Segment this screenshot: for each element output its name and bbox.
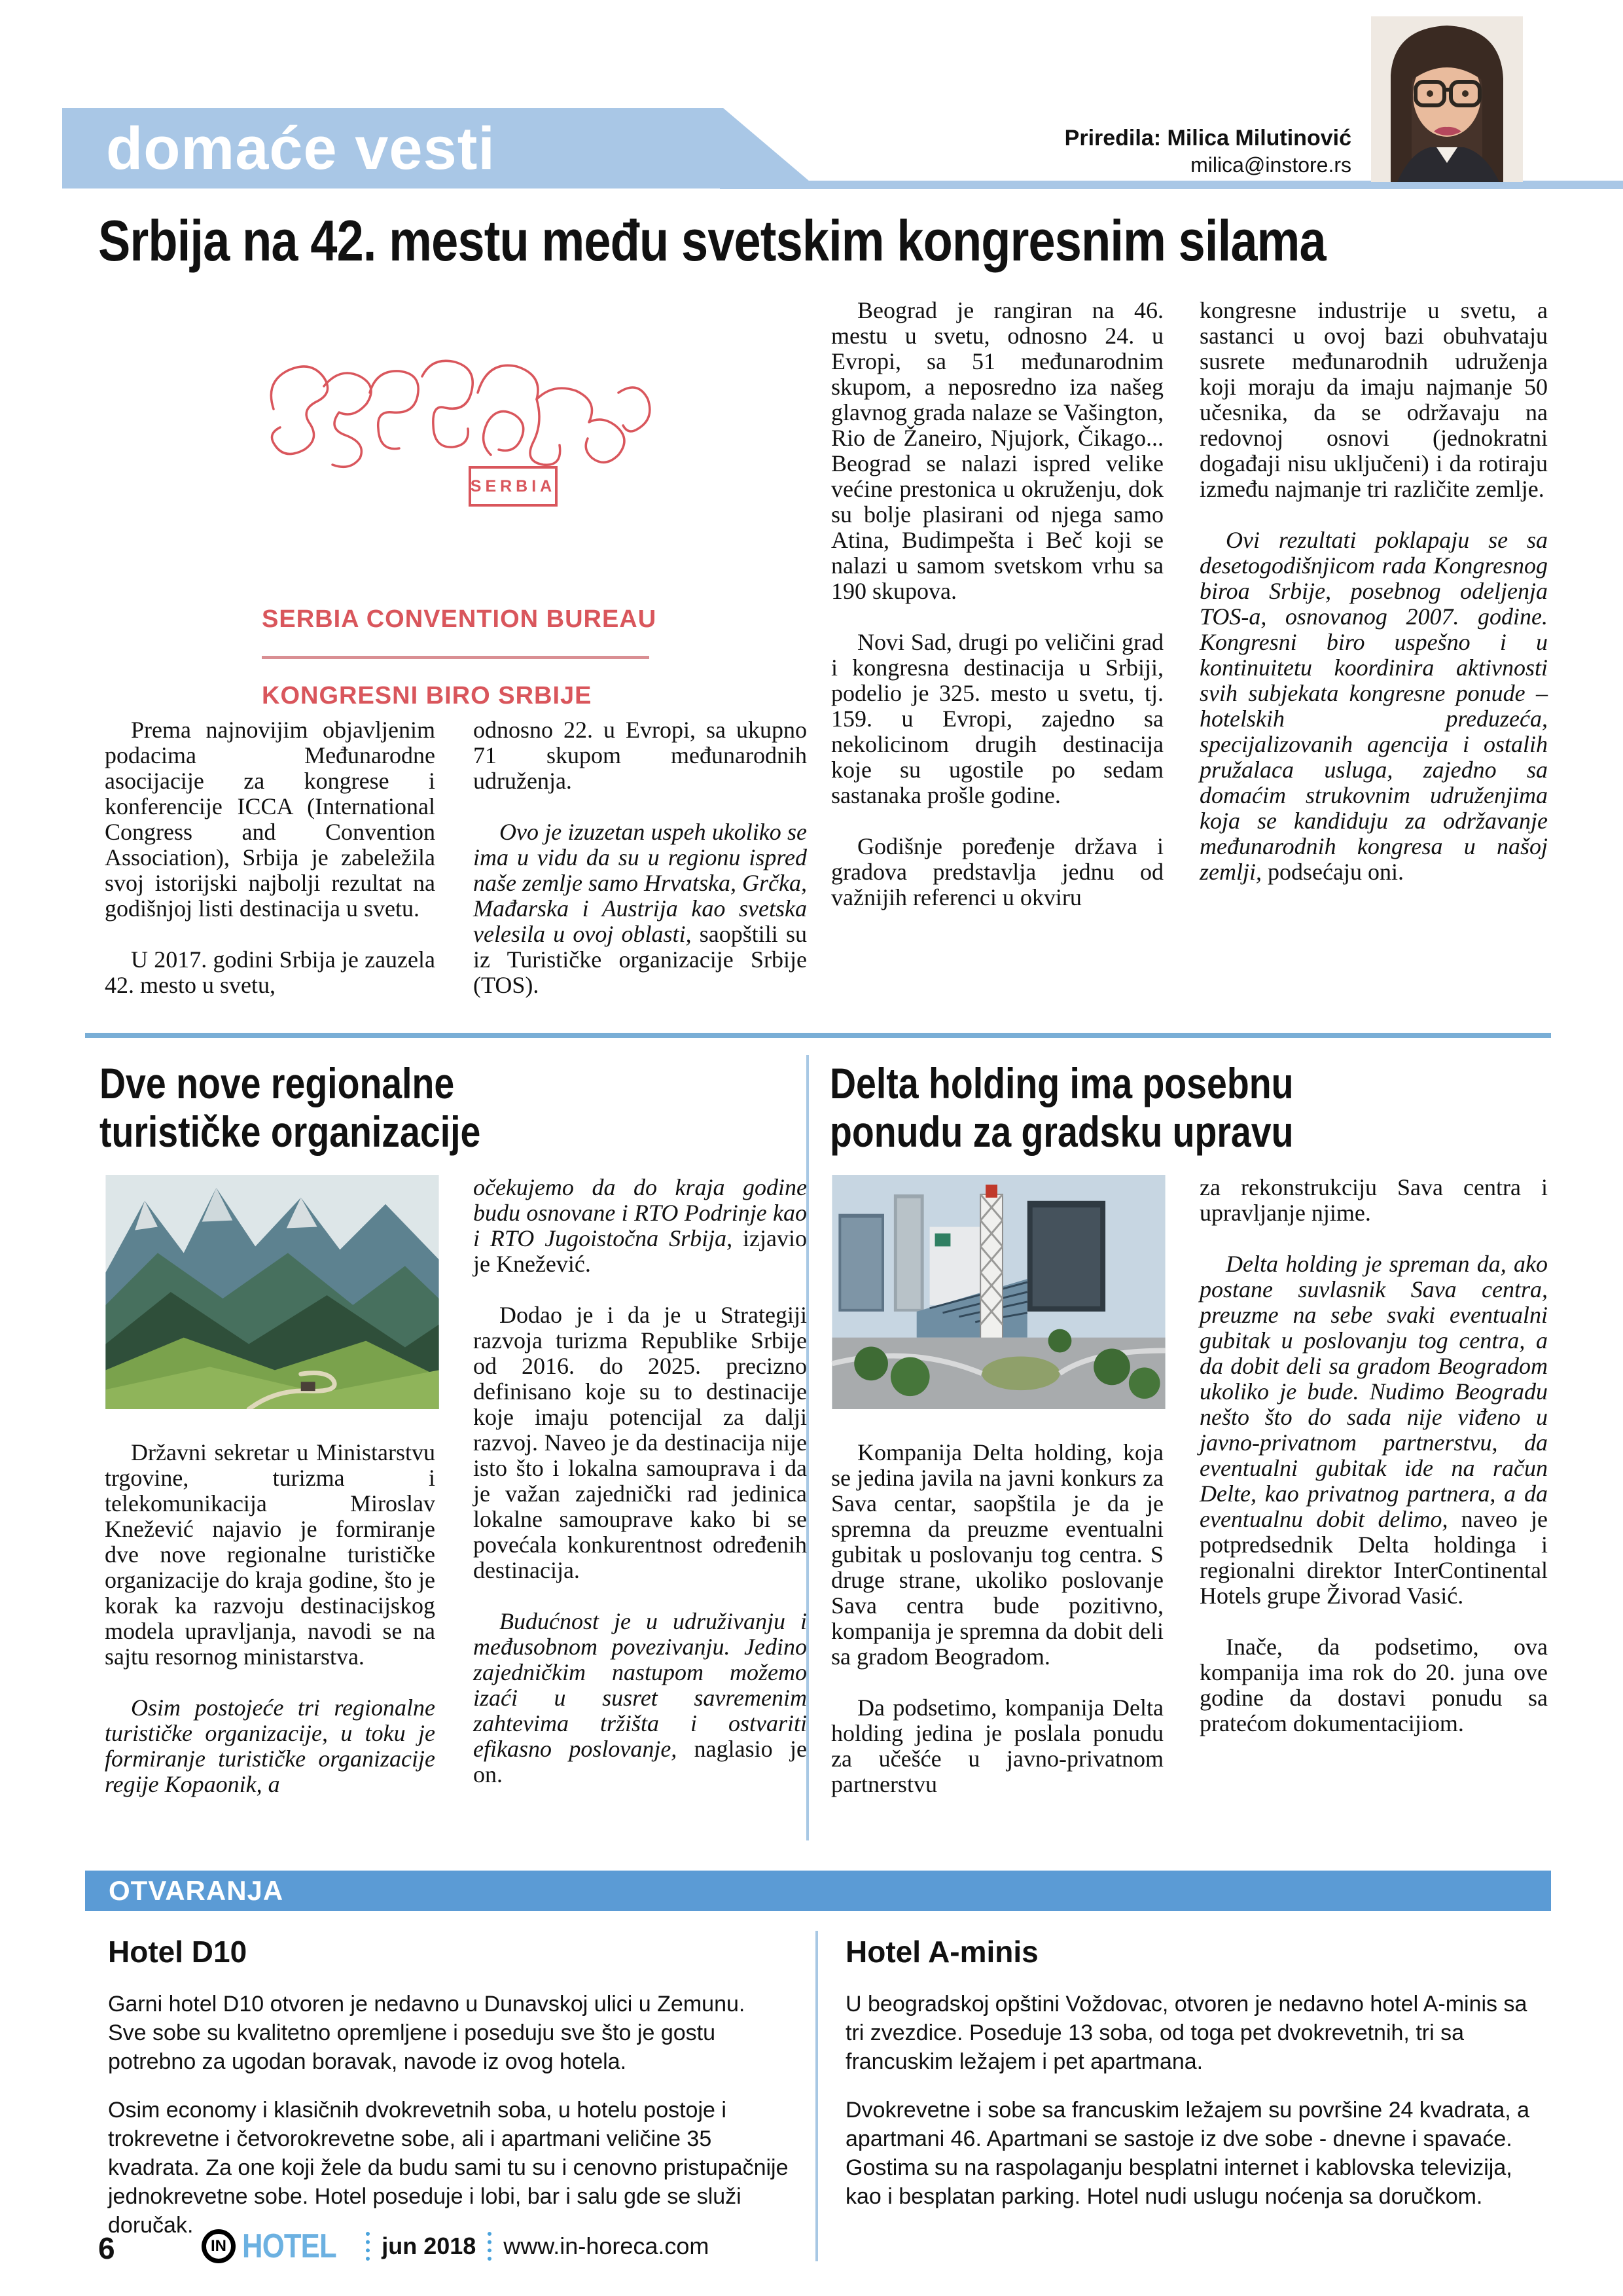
hotels-column-rule: [815, 1931, 818, 2261]
in-logo-icon: IN: [202, 2229, 236, 2263]
mountain-landscape-photo: [105, 1175, 440, 1409]
article2-headline: Dve nove regionalne turističke organizacije: [99, 1059, 481, 1156]
byline: [1065, 124, 1351, 178]
article1-column4: kongresne industrije u svetu, a sastanci u ovoj bazi obuhvataju susrete međunarodnih udruženja koji moraju da imaju najmanje 50 učesnika, da se održavaju na redovnoj osnovi (jednokratni događaji nisu uključeni) i da rotiraju između najmanje tri različite zemlje. Ovi rezultati poklapaju se sa desetogodišnjicom rada Kongresnog biroa Srbije, posebnog odeljenja TOS-a, osnovanog 2007. godine. Kongresni biro uspešno i u kontinuitetu koordinira aktivnosti svih subjekata kongresne ponude – hotelskih preduzeća, specijalizovanih agencija i ostalih pružalaca usluga, zajedno sa domaćim strukovnim udruženjima koja se kandiduju za održavanje međunarodnih kongresa u našoj zemlji, podsećaju oni.: [1200, 297, 1548, 885]
logo-divider: [262, 656, 649, 659]
serbia-logo-tag: SERBIA: [469, 466, 558, 507]
dotted-separator-icon: [488, 2232, 491, 2261]
serbia-convention-bureau-label: SERBIA CONVENTION BUREAU: [262, 605, 657, 633]
dotted-separator-icon: [366, 2232, 370, 2261]
article3-column1: Kompanija Delta holding, koja se jedina javila na javni konkurs za Sava centar, saopštila je da je spremna da preuzme eventualni gubitak u poslovanju tog centra. S druge strane, ukoliko poslovanje Sava centra bude pozitivno, kompanija je spremna da dobit deli sa gradom Beogradom. Da podsetimo, kompanija Delta holding jedina je poslala ponudu za učešće u javno-privatnom partnerstvu: [831, 1439, 1164, 1797]
brand-hotel-label: HOTEL: [242, 2227, 336, 2265]
hotel-aminis-text: U beogradskoj opštini Voždovac, otvoren je nedavno hotel A-minis sa tri zvezdice. Poseduje 13 soba, od toga pet dvokrevetnih, tri sa francuskim ležajem i pet apartmana. Dvokrevetne i sobe sa francuskim ležajem su površine 24 kvadrata, a apartmani 46. Apartmani se sastoje iz dve sobe - dnevne i spavaće. Gostima su na raspolaganju besplatni internet i kablovska televizija, kao i besplatan parking. Hotel nudi uslugu noćenja sa doručkom.: [846, 1992, 1530, 2209]
editor-portrait-photo: [1371, 16, 1523, 182]
issue-date: jun 2018: [382, 2233, 476, 2259]
article3-headline: Delta holding ima posebnu ponudu za gradsku upravu: [830, 1059, 1294, 1156]
section-title: domaće vesti: [106, 115, 495, 182]
article1-column1: Prema najnovijim objavljenim podacima Međunarodne asocijacije za kongrese i konferencije ICCA (International Congress and Convention Association), Srbija je zabeležila svoj istorijski najbolji rezultat na godišnjoj listi destinacija u svetu. U 2017. godini Srbija je zauzela 42. mesto u svetu,: [105, 717, 435, 998]
sava-centar-city-photo: [831, 1175, 1166, 1409]
hotel-aminis-title: Hotel A-minis: [846, 1935, 1039, 1969]
kongresni-biro-label: KONGRESNI BIRO SRBIJE: [262, 682, 592, 709]
article2-column2: očekujemo da do kraja godine budu osnovane i RTO Podrinje kao i RTO Jugoistočna Srbija, izjavio je Knežević. Dodao je i da je u Strategiji razvoja turizma Republike Srbije od 2016. do 2025. precizno definisano koje su to destinacije koje imaju potencijal za dalji razvoj. Naveo je da destinacija nije isto što i lokalna samouprava i da je važan zajednički rad jedinica lokalne samouprave kako bi se povećala konkurentnost određenih destinacija. Budućnost je u udruživanju i međusobnom povezivanju. Jedino zajedničkim nastupom možemo izaći u susret savremenim zahtevima tržišta i ostvariti efikasno poslovanje, naglasio je on.: [473, 1174, 807, 1787]
section-divider-line: [85, 1033, 1551, 1038]
magazine-url: www.in-horeca.com: [503, 2233, 709, 2259]
page-number: 6: [98, 2231, 115, 2265]
openings-section-bar: OTVARANJA: [85, 1871, 1551, 1911]
article2-column1: Državni sekretar u Ministarstvu trgovine, turizma i telekomunikacija Miroslav Knežević najavio je formiranje dve nove regionalne turističke organizacije do kraja godine, što je korak ka razvoju destinacijskog modela upravljanja, navodi se na sajtu resornog ministarstva. Osim postojeće tri regionalne turističke organizacije, u toku je formiranje turističke organizacije regije Kopaonik, a: [105, 1439, 435, 1797]
article1-column2: odnosno 22. u Evropi, sa ukupno 71 skupom međunarodnih udruženja. Ovo je izuzetan uspeh ukoliko se ima u vidu da su u regionu ispred naše zemlje samo Hrvatska, Grčka, Mađarska i Austrija kao svetska velesila u ovoj oblasti, saopštili su iz Turističke organizacije Srbije (TOS).: [473, 717, 808, 998]
serbia-convention-bureau-logo: [262, 331, 654, 533]
article1-headline: Srbija na 42. mestu među svetskim kongresnim silama: [98, 208, 1326, 273]
byline-email: milica@instore.rs: [1190, 153, 1351, 177]
hotel-d10-title: Hotel D10: [108, 1935, 247, 1969]
article1-column3: Beograd je rangiran na 46. mestu u svetu, odnosno 24. u Evropi, sa 51 međunarodnim skupom, a neposredno iza našeg glavnog grada nalaze se Vašington, Rio de Žaneiro, Njujork, Čikago... Beograd se nalazi ispred velike većine prestonica u okruženju, dok su bolje plasirani od njega samo Atina, Budimpešta i Beč koji se nalazi u samom svetskom vrhu sa 190 skupova. Novi Sad, drugi po veličini grad i kongresna destinacija u Srbiji, podelio je 325. mesto u svetu, tj. 159. u Evropi, zajedno sa nekolicinom drugih destinacija koje su ugostile po sedam sastanaka prošle godine. Godišnje poređenje država i gradova predstavlja jednu od važnijih referenci u okviru: [831, 297, 1164, 910]
article3-column2: za rekonstrukciju Sava centra i upravljanje njime. Delta holding je spreman da, ako postane suvlasnik Sava centra, preuzme na sebe svaki eventualni gubitak u poslovanju tog centra, a da dobit deli sa gradom Beogradom ukoliko je bude. Nudimo Beogradu nešto što do sada nije viđeno u javno-privatnom partnerstvu, da eventualni gubitak ide na račun Delte, kao privatnog partnera, a da eventualnu dobit delimo, naveo je potpredsednik Delta holdinga i regionalni direktor InterContinental Hotels grupe Živorad Vasić. Inače, da podsetimo, ova kompanija ima rok do 20. juna ove godine da dostavi ponudu sa pratećom dokumentacijiom.: [1200, 1174, 1548, 1736]
byline-author: Priredila: Milica Milutinović: [1064, 126, 1351, 151]
footer-brand: [202, 2228, 709, 2265]
hotel-d10-text: Garni hotel D10 otvoren je nedavno u Dunavskoj ulici u Zemunu. Sve sobe su kvalitetno opremljene i poseduju sve što je gostu potrebno za ugodan boravak, navode iz ovog hotela. Osim economy i klasičnih dvokrevetnih soba, u hotelu postoje i trokrevetne i četvorokrevetne sobe, ali i apartmani veličine 35 kvadrata. Za one koji žele da budu sami tu su i cenovno pristupačnije jednokrevetne sobe. Hotel poseduje i lobi, bar i salu gde se služi doručak.: [108, 1992, 789, 2238]
